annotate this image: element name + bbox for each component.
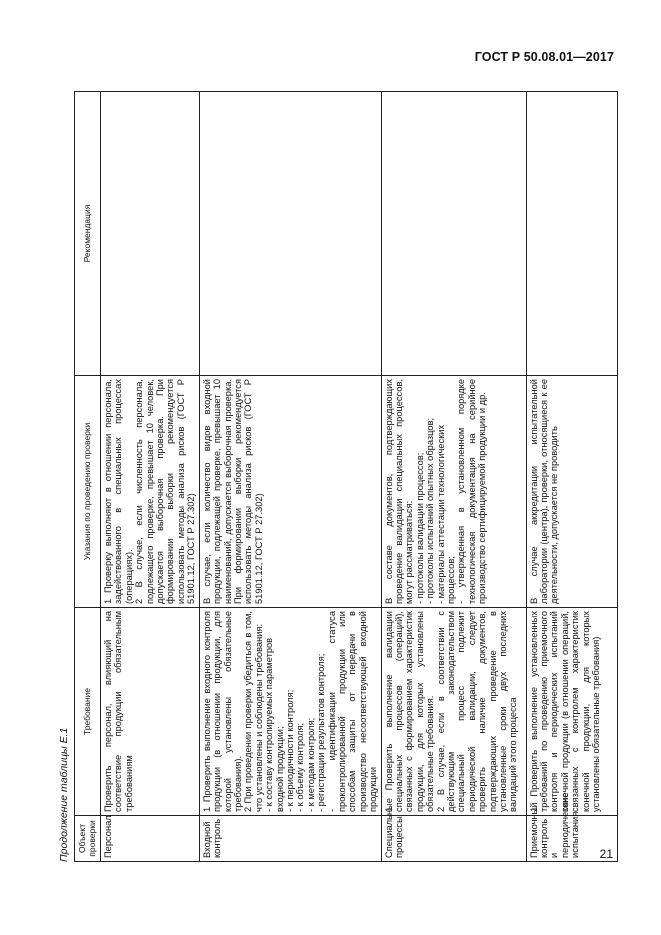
header-recommendation: Рекомендация [75,92,101,376]
text-line: - к объему контроля; [295,722,306,812]
text-line: - идентификации статуса проконтролированной продукции или способам защиты от передачи в производство несоответствующей входной продукции [326,611,379,812]
header-object: Объект проверки [75,816,101,862]
header-requirement: Требование [75,608,101,816]
text-line: 1 Проверить выполнение валидации специальных процессов (операций), связанных с формированием характеристик продукции, для которых установлены обязательные требования. [383,611,436,812]
text-line: - протоколы испытаний опытных образцов; [425,417,436,604]
text-line: - к составу контролируемых параметров входной продукции; [264,637,285,812]
text-line: 1 Проверку выполняют в отношении персонала, задействованного в специальных процессах (операциях). [103,379,134,604]
row-guidance [381,376,526,608]
table-row [526,92,617,862]
text-line: - к методам контроля; [305,717,316,812]
row-recommendation [526,92,617,376]
text-line: 2 При проведении проверки убедиться в том, что установлены и соблюдены требования: [243,611,264,812]
text-line: - утвержденная в установленном порядке технологическая документация на серийное производство сертифицируемой продукции и др. [456,379,488,604]
row-requirement [199,608,381,816]
row-guidance [526,376,617,608]
table-row [381,92,526,862]
text-line: Проверить персонал, влияющий на соответствие продукции обязательным требованиям [103,611,134,812]
text-line: 2 В случае, если численность персонала, подлежащего проверке, превышает 10 человек, допускается выборочная проверка. При формировании выборки рекомендуется использовать методы анализа рисков (ГОСТ Р 51901.12, ГОСТ Р 27.302) [134,379,197,604]
text-line: 1 Проверить выполнение установленных требований по проведению приемочного контроля и периодических испытаний конечной продукции (в отношении операций, связанных с контролем характеристик конечной продукции, для которых установлены обязательные требования) [528,611,602,812]
row-object: Входной контроль [199,816,381,862]
table-caption: Продолжение таблицы Е.1 [58,727,70,862]
text-line: В случае аккредитации испытательной лаборатории (центра), проверки, относящиеся к ее деятельности, допускается не проводить [528,379,560,604]
inspection-table [74,91,618,862]
text-line: - материалы аттестации технологических процессов; [435,424,457,604]
text-line: - протоколы валидации процессов; [414,452,425,604]
standard-designation: ГОСТ Р 50.08.01—2017 [474,50,614,64]
header-guidance: Указания по проведению проверки [75,376,101,608]
rotated-table-page [56,92,602,862]
row-recommendation [381,92,526,376]
text-line: - к периодичности контроля; [284,689,295,812]
row-guidance [101,376,200,608]
row-recommendation [199,92,381,376]
table-row [199,92,381,862]
text-line: В составе документов, подтверждающих проведение валидации специальных процессов, могут рассматриваться: [383,379,415,604]
text-line: 1 Проверить выполнение входного контроля продукции (в отношении продукции, для которой установлены обязательные требования). [201,611,243,812]
row-requirement [101,608,200,816]
table-row [101,92,200,862]
row-object: Приемочный контроль и периодические испытания [526,816,617,862]
row-object: Персонал [101,816,200,862]
text-line: В случае, если количество видов входной продукции, подлежащей проверке, превышает 10 наименований, допускается выборочная проверка. При формировании выборки рекомендуется использовать методы анализа рисков (ГОСТ Р 51901.12, ГОСТ Р 27.302) [201,379,264,604]
text-line: - регистрации результатов контроля; [316,653,327,812]
row-requirement [526,608,617,816]
row-requirement [381,608,526,816]
row-recommendation [101,92,200,376]
row-guidance [199,376,381,608]
page-number: 21 [599,847,613,861]
row-object: Специальные процессы [381,816,526,862]
table-header-row [75,92,101,862]
text-line: 2 В случае, если в соответствии с действующим законодательством специальный процесс подлежит периодической валидации, следует проверить наличие документов, подтверждающих проведение в установленные сроки двух последних валидаций этого процесса [435,611,519,812]
